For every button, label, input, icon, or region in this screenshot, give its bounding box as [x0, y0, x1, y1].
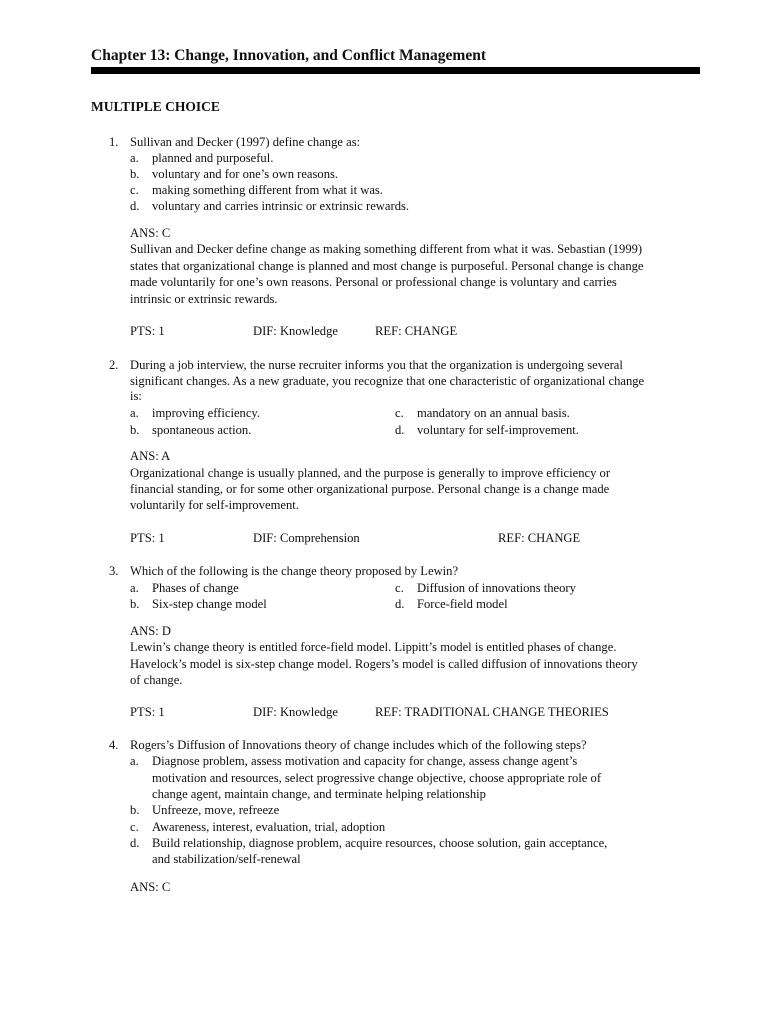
option-letter: c. — [395, 406, 404, 420]
reference-label: REF: CHANGE — [375, 324, 458, 338]
option-letter: b. — [130, 803, 140, 817]
option-letter: b. — [130, 167, 140, 181]
chapter-title: Chapter 13: Change, Innovation, and Conflict Management — [91, 47, 486, 64]
reference-label: REF: CHANGE — [498, 531, 581, 545]
points-label: PTS: 1 — [130, 324, 165, 338]
rationale-line: of change. — [130, 673, 183, 687]
question-number: 2. — [109, 358, 119, 372]
question-stem: Sullivan and Decker (1997) define change as: — [130, 135, 361, 149]
option-letter: d. — [395, 597, 405, 611]
points-label: PTS: 1 — [130, 531, 165, 545]
answer-key: ANS: C — [130, 226, 171, 240]
option-text: voluntary and carries intrinsic or extrinsic rewards. — [152, 199, 410, 213]
option-text: Awareness, interest, evaluation, trial, adoption — [152, 820, 386, 834]
option-text: Build relationship, diagnose problem, acquire resources, choose solution, gain acceptance, — [152, 836, 608, 850]
rationale-line: states that organizational change is planned and most change is purposeful. Personal change is change — [130, 259, 644, 273]
rationale-line: Havelock’s model is six-step change model. Rogers’s model is called diffusion of innovations theory — [130, 657, 638, 671]
option-text: planned and purposeful. — [152, 151, 274, 165]
rationale-line: Organizational change is usually planned, and the purpose is generally to improve efficiency or — [130, 466, 611, 480]
rationale-line: Sullivan and Decker define change as making something different from what it was. Sebastian (1999) — [130, 242, 643, 256]
question-number: 3. — [109, 564, 119, 578]
question-number: 1. — [109, 135, 119, 149]
rationale-line: financial standing, or for some other organizational purpose. Personal change is a change made — [130, 482, 610, 496]
answer-key: ANS: A — [130, 449, 171, 463]
option-letter: b. — [130, 423, 140, 437]
option-letter: a. — [130, 151, 139, 165]
option-text: Phases of change — [152, 581, 239, 595]
reference-label: REF: TRADITIONAL CHANGE THEORIES — [375, 705, 609, 719]
option-text: Force-field model — [417, 597, 508, 611]
points-label: PTS: 1 — [130, 705, 165, 719]
option-letter: c. — [395, 581, 404, 595]
option-letter: c. — [130, 183, 139, 197]
option-text: spontaneous action. — [152, 423, 252, 437]
option-text: Unfreeze, move, refreeze — [152, 803, 280, 817]
option-letter: a. — [130, 581, 139, 595]
rationale-line: made voluntarily for one’s own reasons. Personal or professional change is voluntary and carries — [130, 275, 617, 289]
option-text: making something different from what it was. — [152, 183, 383, 197]
option-text: change agent, maintain change, and terminate helping relationship — [152, 787, 486, 801]
question-stem: During a job interview, the nurse recruiter informs you that the organization is undergoing several — [130, 358, 623, 372]
option-text: improving efficiency. — [152, 406, 261, 420]
option-letter: d. — [130, 836, 140, 850]
option-letter: d. — [395, 423, 405, 437]
option-letter: a. — [130, 406, 139, 420]
option-text: Diagnose problem, assess motivation and capacity for change, assess change agent’s — [152, 754, 578, 768]
rationale-line: Lewin’s change theory is entitled force-field model. Lippitt’s model is entitled phases of change. — [130, 640, 617, 654]
rationale-line: intrinsic or extrinsic rewards. — [130, 292, 278, 306]
section-heading: MULTIPLE CHOICE — [91, 99, 220, 114]
question-stem: is: — [130, 389, 142, 403]
option-text: Diffusion of innovations theory — [417, 581, 576, 595]
option-text: voluntary for self-improvement. — [417, 423, 579, 437]
question-stem: Rogers’s Diffusion of Innovations theory of change includes which of the following steps? — [130, 738, 587, 752]
difficulty-label: DIF: Comprehension — [253, 531, 360, 545]
option-text: Six-step change model — [152, 597, 267, 611]
option-text: mandatory on an annual basis. — [417, 406, 570, 420]
header-rule — [91, 67, 700, 74]
difficulty-label: DIF: Knowledge — [253, 705, 338, 719]
rationale-line: voluntarily for self-improvement. — [130, 498, 299, 512]
option-text: and stabilization/self-renewal — [152, 852, 301, 866]
option-text: motivation and resources, select progressive change objective, choose appropriate role of — [152, 771, 602, 785]
option-letter: c. — [130, 820, 139, 834]
question-number: 4. — [109, 738, 119, 752]
option-text: voluntary and for one’s own reasons. — [152, 167, 339, 181]
difficulty-label: DIF: Knowledge — [253, 324, 338, 338]
answer-key: ANS: C — [130, 880, 171, 894]
answer-key: ANS: D — [130, 624, 171, 638]
question-stem: significant changes. As a new graduate, you recognize that one characteristic of organizational change — [130, 374, 645, 388]
option-letter: a. — [130, 754, 139, 768]
option-letter: b. — [130, 597, 140, 611]
question-stem: Which of the following is the change theory proposed by Lewin? — [130, 564, 459, 578]
option-letter: d. — [130, 199, 140, 213]
